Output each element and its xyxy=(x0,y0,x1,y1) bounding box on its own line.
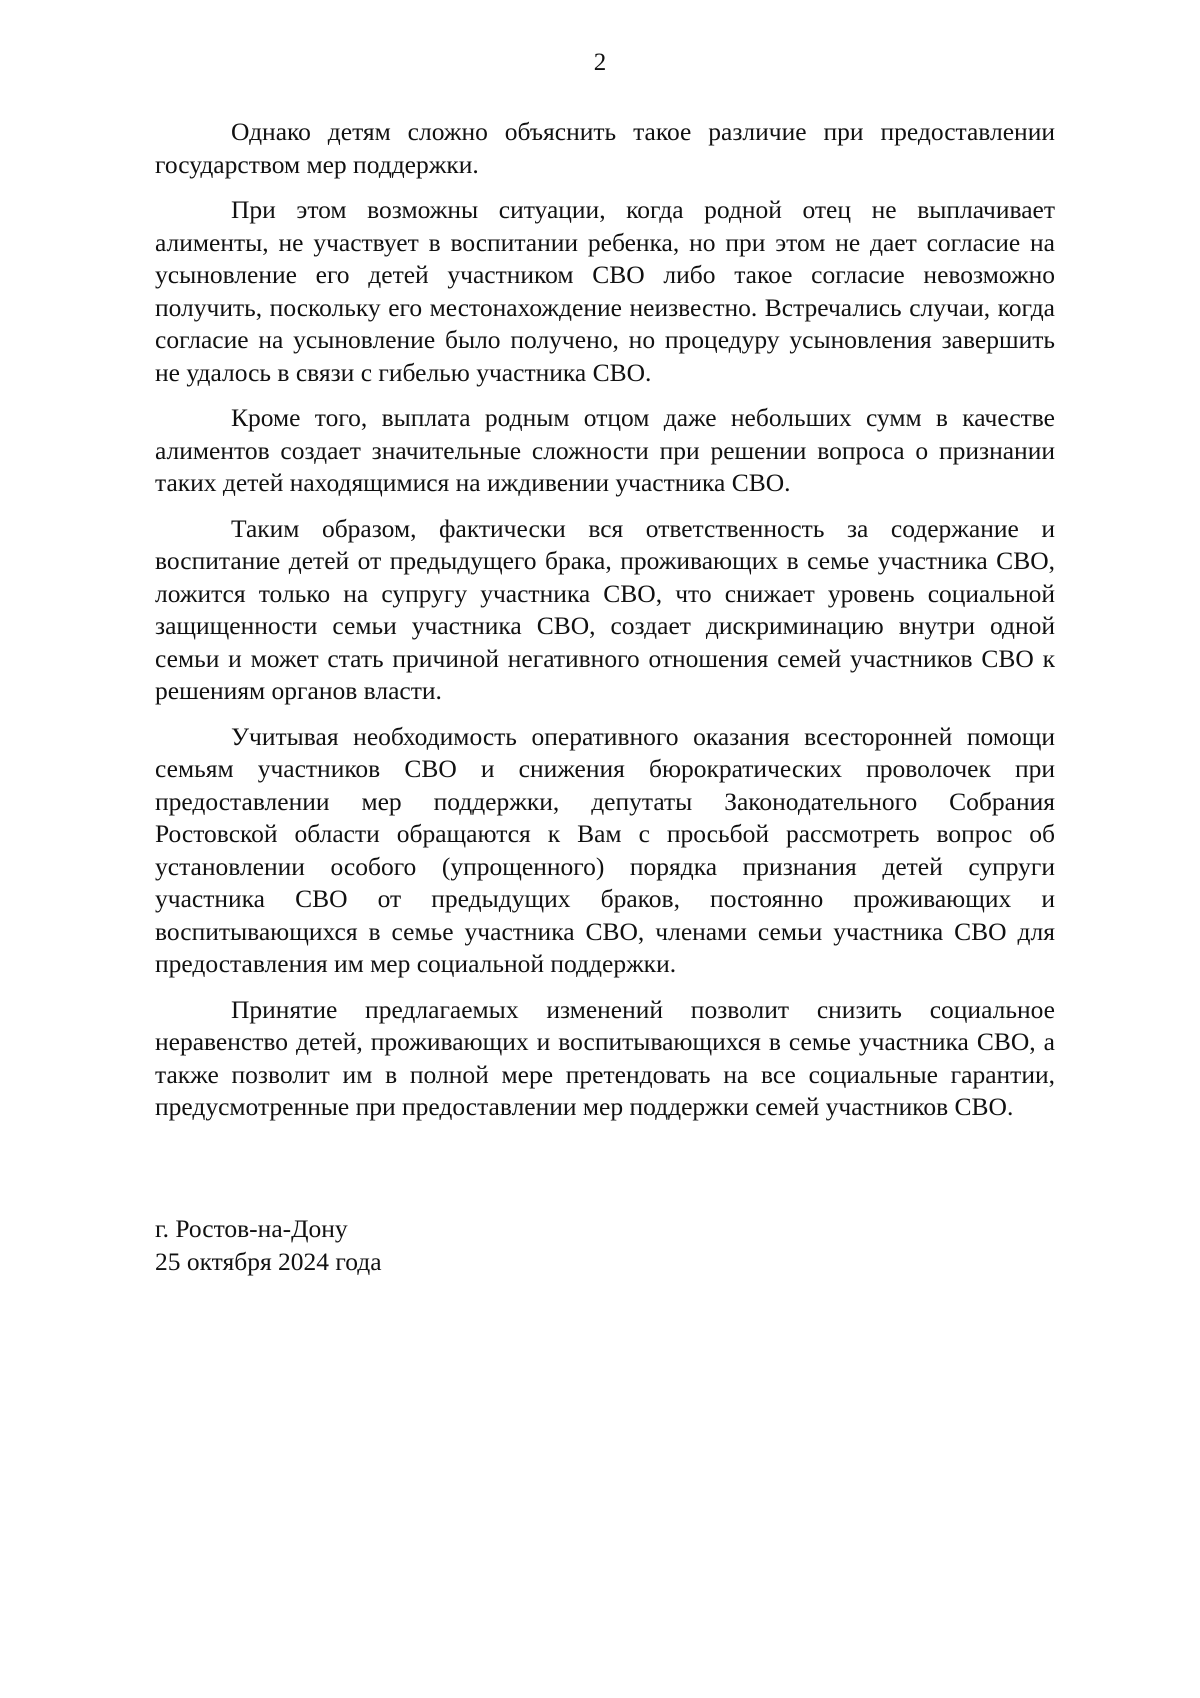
paragraph-1: Однако детям сложно объяснить такое различие при предоставлении государством мер поддержки. xyxy=(155,117,1055,179)
page-number: 2 xyxy=(593,49,607,76)
paragraph-3: Кроме того, выплата родным отцом даже небольших сумм в качестве алиментов создает значительные сложности при решении вопроса о признании таких детей находящимися на иждивении участника СВО. xyxy=(155,403,1055,497)
signoff-date: 25 октября 2024 года xyxy=(155,1246,382,1276)
paragraph-2: При этом возможны ситуации, когда родной отец не выплачивает алименты, не участвует в воспитании ребенка, но при этом не дает согласие на усыновление его детей участником СВО либо такое согласие невозможно получить, поскольку его местонахождение неизвестно. Встречались случаи, когда согласие на усыновление было получено, но процедуру усыновления завершить не удалось в связи с гибелью участника СВО. xyxy=(155,195,1055,387)
paragraph-5: Учитывая необходимость оперативного оказания всесторонней помощи семьям участников СВО и снижения бюрократических проволочек при предоставлении мер поддержки, депутаты Законодательного Собрания Ростовской области обращаются к Вам с просьбой рассмотреть вопрос об установлении особого (упрощенного) порядка признания детей супруги участника СВО от предыдущих браков, постоянно проживающих и воспитывающихся в семье участника СВО, членами семьи участника СВО для предоставления им мер социальной поддержки. xyxy=(155,721,1055,978)
document-body xyxy=(155,116,1055,1124)
paragraph-6: Принятие предлагаемых изменений позволит снизить социальное неравенство детей, проживающих и воспитывающихся в семье участника СВО, а также позволит им в полной мере претендовать на все социальные гарантии, предусмотренные при предоставлении мер поддержки семей участников СВО. xyxy=(155,994,1055,1121)
signoff-block xyxy=(155,1213,755,1278)
signoff-place: г. Ростов-на-Дону xyxy=(155,1214,348,1243)
paragraph-4: Таким образом, фактически вся ответственность за содержание и воспитание детей от предыдущего брака, проживающих в семье участника СВО, ложится только на супругу участника СВО, что снижает уровень социальной защищенности семьи участника СВО, создает дискриминацию внутри одной семьи и может стать причиной негативного отношения семей участников СВО к решениям органов власти. xyxy=(155,513,1055,705)
